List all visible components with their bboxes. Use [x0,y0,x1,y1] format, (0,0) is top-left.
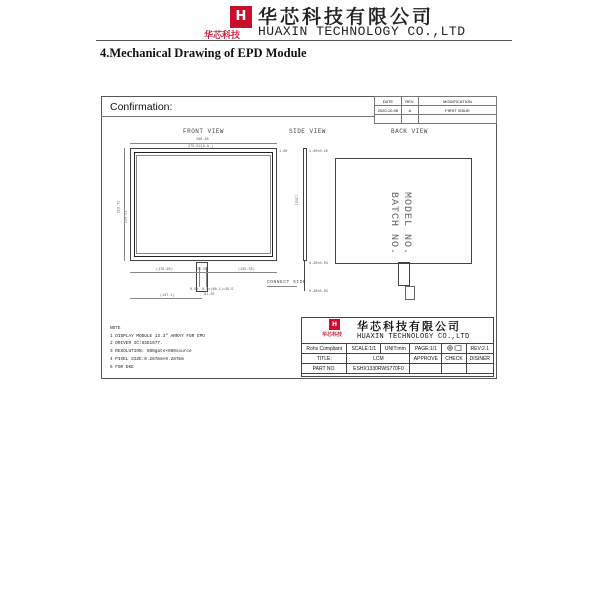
rev-empty-cell [401,115,418,124]
front-view-active-area [136,155,271,254]
dim-top-outer: 296.36 [196,138,209,142]
dim-bottom-right: (135.35) [238,268,255,272]
company-logo-icon: H [230,6,252,28]
tb-rev: REV:2.1 [466,344,493,354]
tb-part-value: ESHX1330RWS770F0 [347,364,410,374]
dim-bottom-left: (178.65) [156,268,173,272]
note-line: NOTE [110,326,121,331]
side-view-body [303,148,307,261]
tb-projection-icon [442,344,466,354]
rev-letter: A [401,106,418,115]
dim-line-bottom [130,272,277,273]
tb-check-sign [442,364,466,374]
dim-side-fpc: 0.30±0.03 [309,262,328,266]
tb-unit: UNIT:mm [381,344,410,354]
dim-fpc-width: 0.50 [190,288,199,292]
dim-side-connect: 0.30±0.03 [309,290,328,294]
company-name-en: HUAXIN TECHNOLOGY CO.,LTD [258,24,466,39]
tb-approve-sign [410,364,442,374]
tb-design-sign [466,364,493,374]
drawing-notes [110,325,205,371]
dim-bottom-total: (137.1) [160,294,175,298]
tb-scale: SCALE:1/1 [347,344,381,354]
back-view-title: BACK VIEW [391,128,428,135]
rev-header-rev: REV. [401,97,418,106]
tb-title-value: LCM [347,354,410,364]
dim-side-thickness: 1.00±0.10 [309,150,328,154]
dim-line-left [124,148,125,261]
dim-right-top: 1.00 [279,150,288,154]
section-title: 4.Mechanical Drawing of EPD Module [100,46,307,60]
title-block-company-cn: 华芯科技有限公司 [357,320,461,333]
rev-modification: FIRST ISSUE [418,106,496,115]
dim-left-height-2: 224.01 [124,210,129,224]
tb-rohs: Rohs Compliant [302,344,347,354]
note-line: 3 RESOLUTION: 680gate×960source [110,349,192,355]
dim-side-height: (203) [293,194,298,206]
revision-table [374,96,497,124]
rev-header-mod: MODIFICATION [418,97,496,106]
front-view-title: FRONT VIEW [183,128,225,135]
side-view-title: SIDE VIEW [289,128,326,135]
tb-part-label: PART NO. [302,364,347,374]
title-block-grid [301,343,494,374]
dim-top-aa: 275.52(A.A.) [188,145,214,149]
header-divider [96,40,512,41]
dim-left-height: 213.72 [117,200,122,214]
tb-design: DISINER [466,354,493,364]
back-model-label: MODEL NO. [401,192,412,256]
tb-approve: APPROVE [410,354,442,364]
tb-title-label: TITLE: [302,354,347,364]
rev-empty-cell [418,115,496,124]
back-fpc-connector [398,262,410,286]
tb-page: PAGE:1/1 [410,344,442,354]
title-block-logo-icon: H [329,319,340,330]
title-block-logo-caption: 华芯科技 [322,332,343,338]
logo-caption: 华芯科技 [204,31,241,41]
rev-header-date: DATE [375,97,402,106]
dim-bottom-mid: 25.50 [197,268,208,272]
rev-date: 2020-10-06 [375,106,402,115]
rev-empty-cell [375,115,402,124]
dim-line-top [130,143,277,144]
note-line: 1 DISPLAY MODULE 13.3" ARRAY FOR EPD [110,333,205,339]
confirmation-divider [101,116,374,117]
note-line: 4 PIXEL SIZE:0.287mm×0.287mm [110,356,184,362]
connect-side-label: CONNECT SIDE [267,280,307,285]
title-block-company-en: HUAXIN TECHNOLOGY CO.,LTD [357,333,470,341]
note-line: 2 DRIVER IC:SSD1677. [110,341,163,347]
company-name-cn: 华芯科技有限公司 [258,6,435,28]
confirmation-label: Confirmation: [110,101,173,113]
tb-check: CHECK [442,354,466,364]
side-view-fpc [304,261,305,291]
note-line: 5 FOR DKE [110,364,134,370]
back-batch-label: BATCH NO. [388,192,399,256]
back-fpc-tail [405,286,415,300]
dim-fpc-pitch: 0.5x(60-1)=29.5 [202,288,234,292]
dim-fpc-total: 31.20 [204,293,215,297]
dim-line-fpc [130,298,202,299]
connect-side-underline [267,286,297,287]
